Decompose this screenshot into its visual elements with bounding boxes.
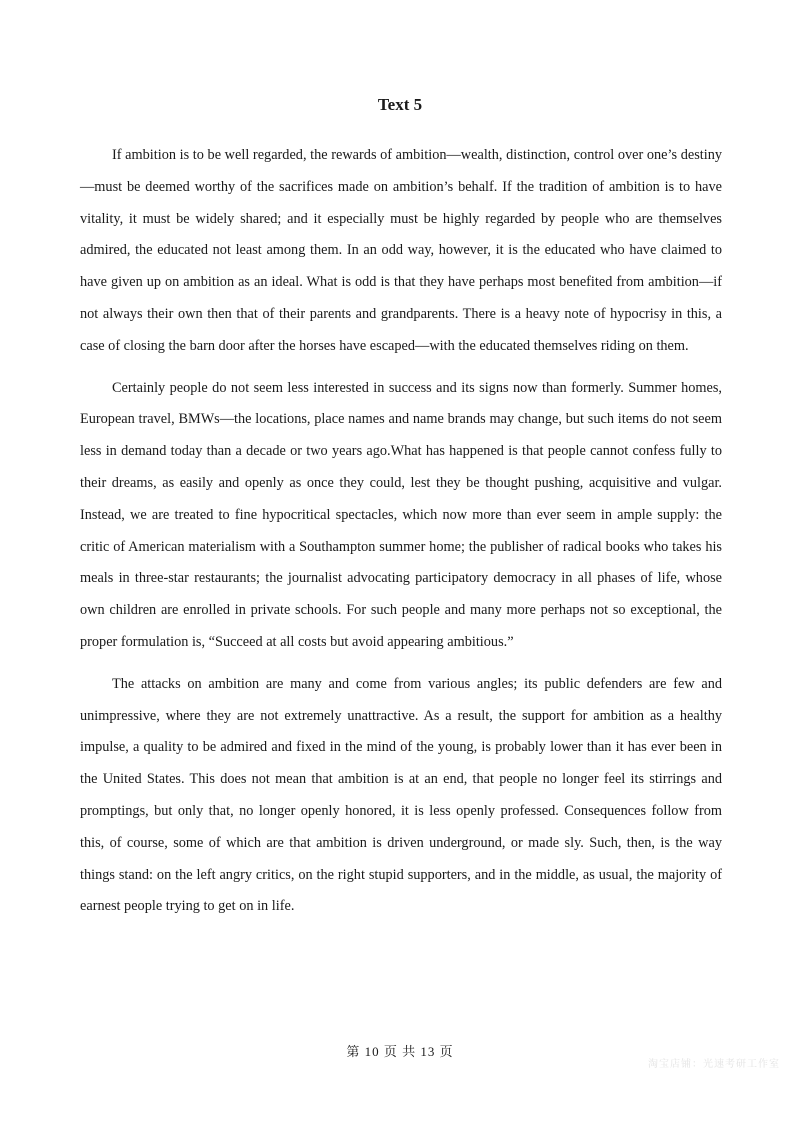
document-title: Text 5 [377,95,423,114]
paragraph-1: If ambition is to be well regarded, the rewards of ambition—wealth, distinction, control over one’s destiny—must be deemed worthy of the sacrifices made on ambition’s behalf. If the tradition of ambition is to have vitality, it must be widely shared; and it especially must be highly regarded by people who are themselves admired, the educated not least among them. In an odd way, however, it is the educated who have claimed to have given up on ambition as an ideal. What is odd is that they have perhaps most benefited from ambition—if not always their own then that of their parents and grandparents. There is a heavy note of hypocrisy in this, a case of closing the barn door after the horses have escaped—with the educated themselves riding on them. [80,147,722,354]
paragraph-3: The attacks on ambition are many and come from various angles; its public defenders are few and unimpressive, where they are not extremely unattractive. As a result, the support for ambition as a healthy impulse, a quality to be admired and fixed in the mind of the young, is probably lower than it has ever been in the United States. This does not mean that ambition is at an end, that people no longer feel its stirrings and promptings, but only that, no longer openly honored, it is less openly professed. Consequences follow from this, of course, some of which are that ambition is driven underground, or made sly. Such, then, is the way things stand: on the left angry critics, on the right stupid supporters, and in the middle, as usual, the majority of earnest people trying to get on in life. [80,675,722,915]
watermark: 淘宝店铺：光速考研工作室 [648,1059,780,1070]
page-number: 第 10 页 共 13 页 [346,1044,454,1059]
document-body [80,140,722,933]
paragraph-2: Certainly people do not seem less interested in success and its signs now than formerly. Summer homes, European travel, BMWs—the locations, place names and name brands may change, but such items do not seem less in demand today than a decade or two years ago.What has happened is that people cannot confess fully to their dreams, as easily and openly as once they could, lest they be thought pushing, acquisitive and vulgar. Instead, we are treated to fine hypocritical spectacles, which now more than ever seem in ample supply: the critic of American materialism with a Southampton summer home; the publisher of radical books who takes his meals in three-star restaurants; the journalist advocating participatory democracy in all phases of life, whose own children are enrolled in private schools. For such people and many more perhaps not so exceptional, the proper formulation is, “Succeed at all costs but avoid appearing ambitious.” [80,379,722,650]
